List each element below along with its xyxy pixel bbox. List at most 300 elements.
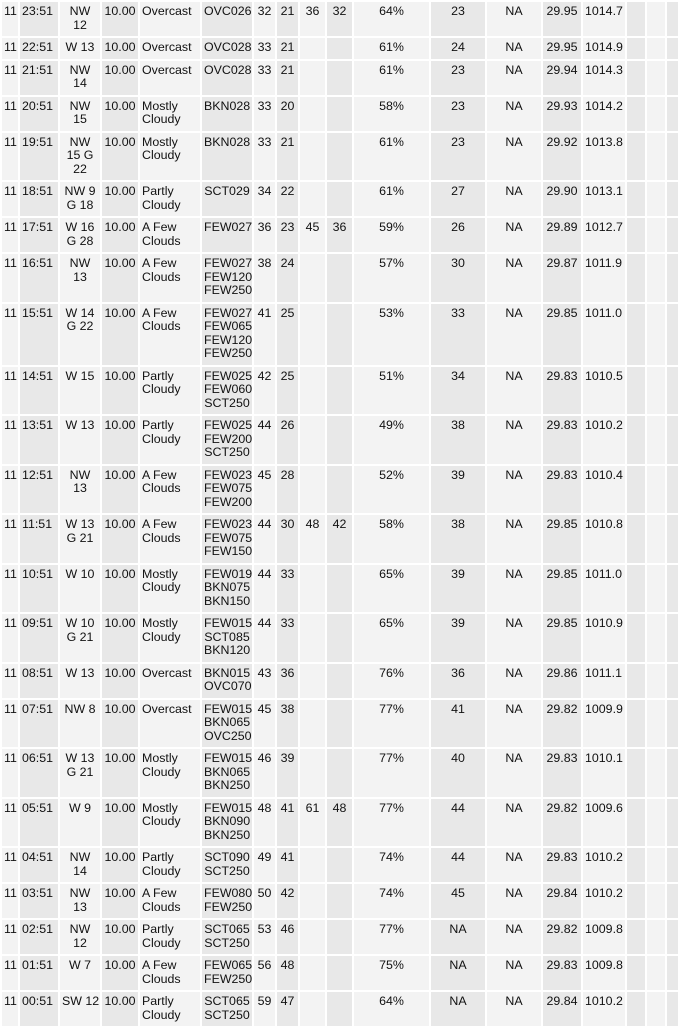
wind-cell [60,565,100,613]
sky-condition-line: FEW200 [204,494,252,509]
time-cell: 10:51 [20,565,58,613]
time-cell: 16:51 [20,254,58,302]
weather-line: Mostly [142,134,178,149]
relative-humidity-cell: 77% [354,749,429,797]
precip-1hr-cell [627,466,645,514]
max-6hr-cell: 45 [300,218,325,252]
sky-condition-line: SCT250 [204,1007,250,1022]
air-temp-cell: 36 [254,218,275,252]
table-row [2,920,678,954]
air-temp-cell: 44 [254,565,275,613]
min-6hr-cell [327,664,352,698]
min-6hr-cell [327,182,352,216]
min-6hr-cell [327,749,352,797]
relative-humidity-cell: 64% [354,992,429,1026]
weather-cell [140,664,200,698]
max-6hr-cell: 48 [300,515,325,563]
relative-humidity-cell: 59% [354,218,429,252]
sky-condition-line: SCT065 [204,922,250,936]
sky-condition-cell [202,614,252,662]
wind-cell [60,97,100,131]
max-6hr-cell [300,700,325,748]
heat-index-cell: NA [487,848,541,882]
sea-level-pressure-cell: 1011.1 [583,664,625,698]
heat-index-cell: NA [487,2,541,36]
wind-chill-cell: 23 [431,2,485,36]
time-cell: 14:51 [20,367,58,415]
visibility-cell: 10.00 [102,218,138,252]
max-6hr-cell [300,254,325,302]
altimeter-cell: 29.84 [543,992,581,1026]
sky-condition-cell [202,254,252,302]
altimeter-cell: 29.83 [543,956,581,990]
dew-point-cell: 36 [277,664,298,698]
sea-level-pressure-cell: 1012.7 [583,218,625,252]
time-cell: 23:51 [20,2,58,36]
dew-point-cell: 38 [277,700,298,748]
precip-6hr-cell [667,133,678,181]
relative-humidity-cell: 52% [354,466,429,514]
altimeter-cell: 29.83 [543,848,581,882]
wind-line: G 21 [66,629,94,644]
precip-6hr-cell [667,749,678,797]
min-6hr-cell [327,848,352,882]
date-cell: 11 [2,2,18,36]
visibility-cell: 10.00 [102,367,138,415]
max-6hr-cell [300,565,325,613]
table-row [2,565,678,613]
table-row [2,664,678,698]
heat-index-cell: NA [487,956,541,990]
air-temp-cell: 34 [254,182,275,216]
sky-condition-line: FEW250 [204,899,252,914]
sky-condition-line: FEW250 [204,971,252,986]
relative-humidity-cell: 76% [354,664,429,698]
sky-condition-line: FEW019 [204,566,252,581]
max-6hr-cell [300,664,325,698]
weather-line: Cloudy [142,764,181,779]
sky-condition-cell [202,61,252,95]
altimeter-cell: 29.83 [543,367,581,415]
weather-line: Mostly [142,98,178,113]
dew-point-cell: 22 [277,182,298,216]
precip-3hr-cell [647,61,665,95]
wind-line: W 10 [65,566,95,581]
date-cell: 11 [2,254,18,302]
relative-humidity-cell: 64% [354,2,429,36]
weather-cell [140,565,200,613]
table-row [2,956,678,990]
date-cell: 11 [2,304,18,365]
weather-line: Partly [142,850,174,864]
wind-chill-cell: 34 [431,367,485,415]
date-cell: 11 [2,218,18,252]
air-temp-cell: 33 [254,61,275,95]
min-6hr-cell: 48 [327,799,352,847]
max-6hr-cell [300,466,325,514]
wind-cell [60,416,100,464]
heat-index-cell: NA [487,614,541,662]
max-6hr-cell [300,920,325,954]
sky-condition-line: OVC026 [204,4,252,18]
relative-humidity-cell: 61% [354,182,429,216]
precip-1hr-cell [627,61,645,95]
wind-line: W 13 [65,751,95,765]
altimeter-cell: 29.82 [543,700,581,748]
relative-humidity-cell: 74% [354,884,429,918]
wind-line: G 28 [66,233,94,248]
wind-chill-cell: NA [431,992,485,1026]
wind-chill-cell: NA [431,920,485,954]
dew-point-cell: 24 [277,254,298,302]
weather-line: Clouds [142,319,181,333]
dew-point-cell: 21 [277,2,298,36]
air-temp-cell: 48 [254,799,275,847]
wind-cell [60,956,100,990]
sea-level-pressure-cell: 1014.2 [583,97,625,131]
relative-humidity-cell: 51% [354,367,429,415]
dew-point-cell: 46 [277,920,298,954]
weather-cell [140,182,200,216]
visibility-cell: 10.00 [102,2,138,36]
max-6hr-cell [300,992,325,1026]
air-temp-cell: 45 [254,466,275,514]
visibility-cell: 10.00 [102,254,138,302]
sky-condition-line: FEW120 [204,269,252,284]
precip-3hr-cell [647,304,665,365]
altimeter-cell: 29.90 [543,182,581,216]
wind-line: NW [69,850,91,864]
weather-cell [140,97,200,131]
weather-line: Overcast [142,62,192,77]
wind-line: W 14 [65,305,95,320]
precip-1hr-cell [627,97,645,131]
dew-point-cell: 25 [277,367,298,415]
max-6hr-cell [300,416,325,464]
dew-point-cell: 33 [277,614,298,662]
min-6hr-cell [327,254,352,302]
wind-cell [60,992,100,1026]
time-cell: 02:51 [20,920,58,954]
table-row [2,2,678,36]
weather-cell [140,992,200,1026]
wind-cell [60,515,100,563]
sky-condition-line: SCT029 [204,184,250,198]
sea-level-pressure-cell: 1010.1 [583,749,625,797]
date-cell: 11 [2,799,18,847]
precip-1hr-cell [627,700,645,748]
wind-chill-cell: 36 [431,664,485,698]
wind-cell [60,304,100,365]
table-row [2,97,678,131]
sky-condition-cell [202,2,252,36]
sky-condition-line: FEW025 [204,368,252,383]
visibility-cell: 10.00 [102,956,138,990]
wind-cell [60,749,100,797]
wind-line: 15 G [66,148,94,162]
dew-point-cell: 33 [277,565,298,613]
wind-line: W 10 [65,616,95,630]
precip-1hr-cell [627,416,645,464]
weather-line: Cloudy [142,814,181,828]
wind-line: NW [69,467,91,482]
max-6hr-cell [300,304,325,365]
max-6hr-cell [300,614,325,662]
sky-condition-line: SCT085 [204,629,250,644]
time-cell: 09:51 [20,614,58,662]
visibility-cell: 10.00 [102,565,138,613]
relative-humidity-cell: 58% [354,97,429,131]
relative-humidity-cell: 61% [354,133,429,181]
precip-1hr-cell [627,848,645,882]
wind-chill-cell: 41 [431,700,485,748]
sky-condition-cell [202,38,252,59]
wind-chill-cell: 40 [431,749,485,797]
time-cell: 07:51 [20,700,58,748]
sky-condition-line: FEW080 [204,886,252,900]
dew-point-cell: 21 [277,38,298,59]
weather-cell [140,614,200,662]
wind-line: NW [69,98,91,113]
precip-3hr-cell [647,218,665,252]
sky-condition-cell [202,416,252,464]
min-6hr-cell [327,304,352,365]
time-cell: 04:51 [20,848,58,882]
wind-line: NW [69,4,91,18]
time-cell: 22:51 [20,38,58,59]
table-row [2,700,678,748]
visibility-cell: 10.00 [102,466,138,514]
precip-1hr-cell [627,38,645,59]
precip-1hr-cell [627,182,645,216]
wind-cell [60,884,100,918]
weather-cell [140,700,200,748]
precip-1hr-cell [627,254,645,302]
sky-condition-line: FEW250 [204,346,252,360]
min-6hr-cell [327,884,352,918]
min-6hr-cell [327,416,352,464]
time-cell: 13:51 [20,416,58,464]
precip-3hr-cell [647,254,665,302]
precip-6hr-cell [667,254,678,302]
relative-humidity-cell: 77% [354,920,429,954]
sky-condition-line: FEW015 [204,751,252,765]
sky-condition-cell [202,515,252,563]
precip-3hr-cell [647,367,665,415]
weather-line: Cloudy [142,431,181,446]
sky-condition-line: OVC070 [204,679,252,693]
air-temp-cell: 33 [254,97,275,131]
weather-line: Cloudy [142,382,181,396]
min-6hr-cell: 32 [327,2,352,36]
min-6hr-cell [327,565,352,613]
sea-level-pressure-cell: 1009.9 [583,700,625,748]
wind-line: G 21 [66,764,94,779]
relative-humidity-cell: 61% [354,61,429,95]
time-cell: 03:51 [20,884,58,918]
relative-humidity-cell: 57% [354,254,429,302]
air-temp-cell: 46 [254,749,275,797]
altimeter-cell: 29.95 [543,38,581,59]
sea-level-pressure-cell: 1014.3 [583,61,625,95]
wind-line: 13 [73,481,87,495]
sky-condition-cell [202,664,252,698]
sky-condition-cell [202,304,252,365]
sky-condition-line: BKN075 [204,580,251,594]
wind-chill-cell: 44 [431,799,485,847]
table-row [2,254,678,302]
precip-6hr-cell [667,61,678,95]
wind-chill-cell: 44 [431,848,485,882]
wind-line: NW 9 [64,184,96,198]
precip-1hr-cell [627,133,645,181]
wind-chill-cell: 27 [431,182,485,216]
weather-line: Mostly [142,616,178,630]
sea-level-pressure-cell: 1010.2 [583,992,625,1026]
altimeter-cell: 29.85 [543,304,581,365]
sky-condition-line: FEW015 [204,800,252,815]
weather-line: Cloudy [142,863,181,878]
air-temp-cell: 59 [254,992,275,1026]
sky-condition-cell [202,799,252,847]
date-cell: 11 [2,848,18,882]
max-6hr-cell [300,956,325,990]
precip-1hr-cell [627,749,645,797]
sky-condition-cell [202,956,252,990]
min-6hr-cell: 42 [327,515,352,563]
sky-condition-line: OVC250 [204,728,252,743]
sky-condition-line: BKN250 [204,827,251,842]
weather-line: A Few [142,256,177,270]
wind-cell [60,133,100,181]
air-temp-cell: 50 [254,884,275,918]
air-temp-cell: 43 [254,664,275,698]
time-cell: 21:51 [20,61,58,95]
time-cell: 12:51 [20,466,58,514]
dew-point-cell: 42 [277,884,298,918]
weather-line: Cloudy [142,629,181,644]
visibility-cell: 10.00 [102,700,138,748]
date-cell: 11 [2,133,18,181]
dew-point-cell: 23 [277,218,298,252]
min-6hr-cell [327,61,352,95]
min-6hr-cell [327,614,352,662]
wind-line: 15 [73,112,87,126]
wind-cell [60,2,100,36]
wind-line: W 7 [68,958,92,972]
dew-point-cell: 25 [277,304,298,365]
sky-condition-cell [202,992,252,1026]
relative-humidity-cell: 53% [354,304,429,365]
sea-level-pressure-cell: 1010.9 [583,614,625,662]
sky-condition-line: FEW065 [204,319,252,333]
date-cell: 11 [2,614,18,662]
min-6hr-cell: 36 [327,218,352,252]
relative-humidity-cell: 49% [354,416,429,464]
sky-condition-cell [202,565,252,613]
precip-6hr-cell [667,884,678,918]
visibility-cell: 10.00 [102,920,138,954]
sky-condition-line: BKN015 [204,665,251,680]
wind-cell [60,700,100,748]
wind-line: 13 [73,269,87,284]
time-cell: 06:51 [20,749,58,797]
min-6hr-cell [327,920,352,954]
heat-index-cell: NA [487,218,541,252]
visibility-cell: 10.00 [102,884,138,918]
max-6hr-cell [300,884,325,918]
precip-6hr-cell [667,367,678,415]
sea-level-pressure-cell: 1011.9 [583,254,625,302]
sky-condition-line: FEW120 [204,332,252,347]
sea-level-pressure-cell: 1011.0 [583,565,625,613]
max-6hr-cell: 36 [300,2,325,36]
time-cell: 15:51 [20,304,58,365]
dew-point-cell: 47 [277,992,298,1026]
wind-line: 12 [73,935,87,950]
sea-level-pressure-cell: 1014.7 [583,2,625,36]
weather-line: Clouds [142,530,181,545]
wind-chill-cell: 24 [431,38,485,59]
sky-condition-line: SCT065 [204,994,250,1008]
wind-chill-cell: 26 [431,218,485,252]
date-cell: 11 [2,182,18,216]
precip-3hr-cell [647,700,665,748]
precip-3hr-cell [647,920,665,954]
wind-cell [60,466,100,514]
precip-3hr-cell [647,515,665,563]
sky-condition-line: FEW065 [204,958,252,972]
precip-6hr-cell [667,38,678,59]
time-cell: 01:51 [20,956,58,990]
sky-condition-line: FEW150 [204,544,252,558]
wind-line: 14 [73,863,87,878]
date-cell: 11 [2,700,18,748]
precip-1hr-cell [627,2,645,36]
precip-6hr-cell [667,614,678,662]
precip-1hr-cell [627,664,645,698]
wind-line: NW 8 [64,701,96,716]
max-6hr-cell [300,38,325,59]
max-6hr-cell [300,749,325,797]
sky-condition-line: OVC028 [204,62,252,77]
sky-condition-cell [202,367,252,415]
wind-cell [60,367,100,415]
dew-point-cell: 20 [277,97,298,131]
wind-cell [60,182,100,216]
weather-line: A Few [142,517,177,531]
date-cell: 11 [2,38,18,59]
relative-humidity-cell: 65% [354,614,429,662]
altimeter-cell: 29.86 [543,664,581,698]
precip-3hr-cell [647,466,665,514]
precip-6hr-cell [667,97,678,131]
air-temp-cell: 33 [254,38,275,59]
weather-line: A Few [142,305,177,320]
air-temp-cell: 42 [254,367,275,415]
weather-line: A Few [142,467,177,482]
dew-point-cell: 41 [277,848,298,882]
dew-point-cell: 21 [277,61,298,95]
wind-line: W 13 [65,517,95,531]
relative-humidity-cell: 77% [354,700,429,748]
wind-line: 14 [73,76,87,90]
altimeter-cell: 29.85 [543,565,581,613]
wind-chill-cell: 33 [431,304,485,365]
precip-6hr-cell [667,700,678,748]
altimeter-cell: 29.82 [543,799,581,847]
wind-line: W 13 [65,665,95,680]
